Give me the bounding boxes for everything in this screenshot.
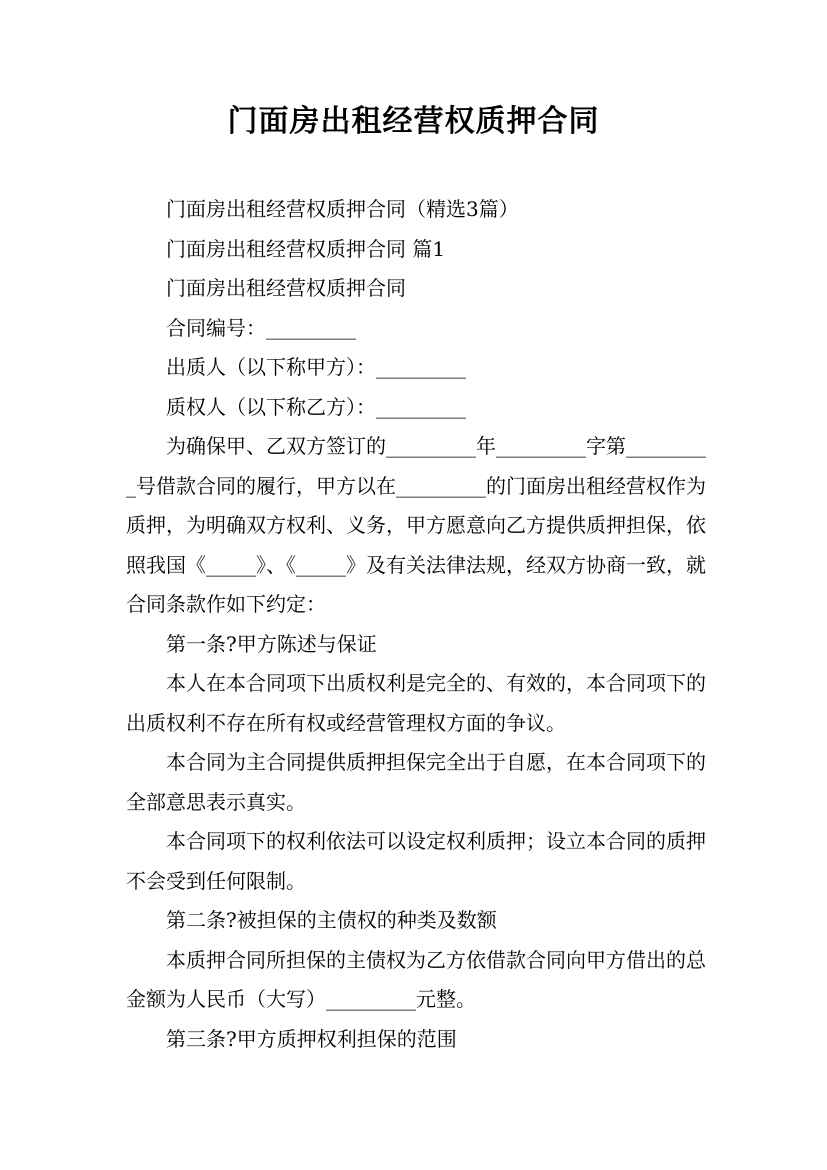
paragraph-contract-number: 合同编号：_________ — [166, 315, 356, 340]
document-title: 门面房出租经营权质押合同 — [227, 104, 600, 139]
paragraph-section-heading: 门面房出租经营权质押合同 篇1 — [166, 236, 446, 261]
paragraph-article-1-clause-3: 本合同项下的权利依法可以设定权利质押；设立本合同的质押不会受到任何限制。 — [126, 829, 706, 893]
paragraph-pledgor: 出质人（以下称甲方）：_________ — [166, 355, 466, 379]
paragraph-preamble: 为确保甲、乙双方签订的_________年_________字第_________号借款合同的履行，甲方以在_________的门面房出租经营权作为质押，为明确双方权利、义务，甲方愿意向乙方提供质押担保，依照我国《_____》、《_____》及有关法律法规，经双方协商一致，就合同条款作如下约定： — [126, 434, 706, 616]
paragraph-pledgee: 质权人（以下称乙方）：_________ — [166, 394, 466, 419]
paragraph-article-3-heading: 第三条?甲方质押权利担保的范围 — [166, 1026, 457, 1051]
paragraph-contract-name: 门面房出租经营权质押合同 — [166, 276, 406, 300]
paragraph-article-2-heading: 第二条?被担保的主债权的种类及数额 — [166, 908, 497, 932]
paragraph-article-1-clause-1: 本人在本合同项下出质权利是完全的、有效的，本合同项下的出质权利不存在所有权或经营管理权方面的争议。 — [126, 671, 706, 735]
document-body — [126, 190, 706, 1059]
paragraph-collection-heading: 门面房出租经营权质押合同（精选3篇） — [166, 197, 519, 221]
paragraph-article-2-clause-1: 本质押合同所担保的主债权为乙方依借款合同向甲方借出的总金额为人民币（大写）_________元整。 — [126, 947, 706, 1011]
paragraph-article-1-clause-2: 本合同为主合同提供质押担保完全出于自愿，在本合同项下的全部意思表示真实。 — [126, 750, 706, 814]
paragraph-article-1-heading: 第一条?甲方陈述与保证 — [166, 631, 377, 656]
